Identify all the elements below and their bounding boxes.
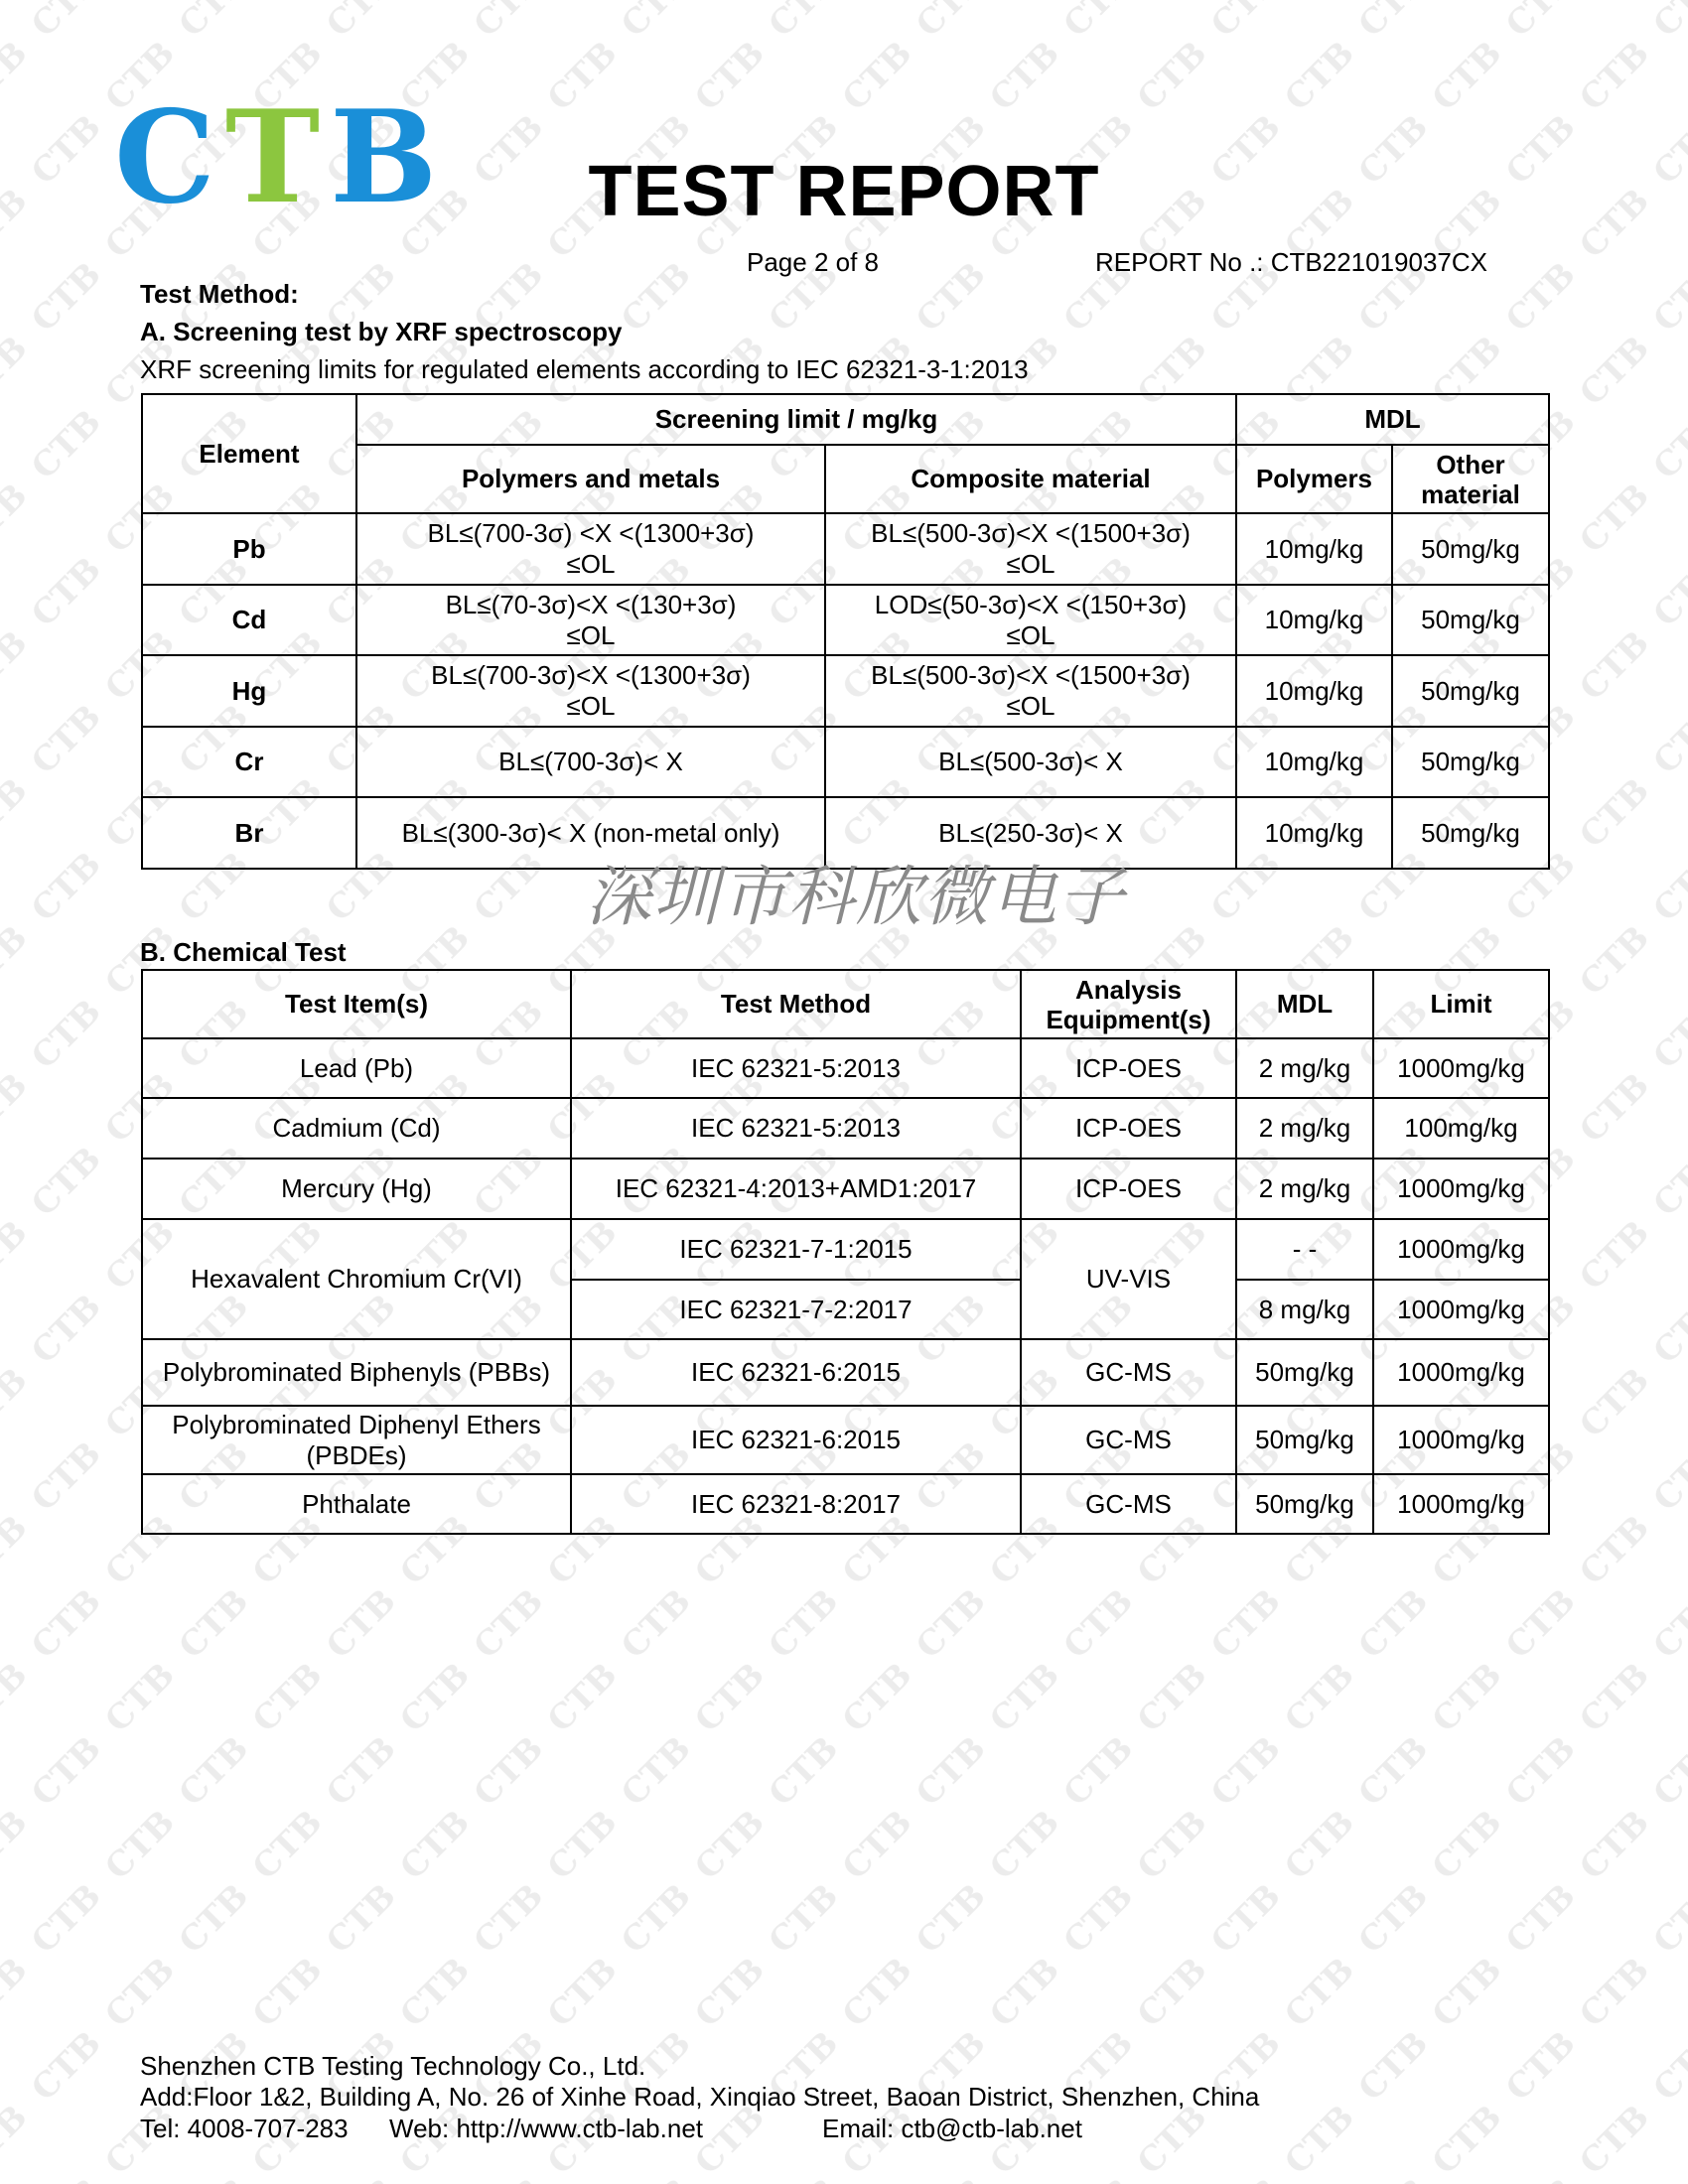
- header-test-item: Test Item(s): [142, 970, 571, 1038]
- polymers-metals-cell: BL≤(700-3σ)< X: [356, 727, 825, 797]
- equipment-cell: UV-VIS: [1021, 1219, 1236, 1339]
- mdl-cell: 2 mg/kg: [1236, 1098, 1373, 1159]
- composite-cell: [825, 513, 1236, 585]
- limit-line: ≤OL: [1006, 691, 1055, 721]
- limit-line: BL≤(70-3σ)<X <(130+3σ): [445, 589, 737, 619]
- mdl-polymers-cell: 10mg/kg: [1236, 727, 1392, 797]
- table-row: [142, 655, 1549, 727]
- table-row: [142, 727, 1549, 797]
- footer-web[interactable]: Web: http://www.ctb-lab.net: [389, 2114, 703, 2143]
- header-equipment: Analysis Equipment(s): [1021, 970, 1236, 1038]
- test-item-cell: Cadmium (Cd): [142, 1098, 571, 1159]
- header-polymers-metals: Polymers and metals: [356, 445, 825, 513]
- mdl-polymers-cell: 10mg/kg: [1236, 797, 1392, 869]
- header-screening-limit: Screening limit / mg/kg: [356, 394, 1236, 445]
- mdl-cell: 8 mg/kg: [1236, 1280, 1373, 1339]
- element-cell: Cr: [142, 727, 356, 797]
- mdl-other-cell: 50mg/kg: [1392, 513, 1549, 585]
- limit-cell: 1000mg/kg: [1373, 1474, 1549, 1534]
- test-item-cell: Mercury (Hg): [142, 1159, 571, 1219]
- test-method-cell: IEC 62321-7-2:2017: [571, 1280, 1021, 1339]
- report-title: TEST REPORT: [588, 152, 1100, 231]
- limit-line: ≤OL: [1006, 549, 1055, 579]
- polymers-metals-cell: [356, 513, 825, 585]
- mdl-polymers-cell: 10mg/kg: [1236, 655, 1392, 727]
- limit-line: ≤OL: [1006, 619, 1055, 650]
- table-row: [142, 513, 1549, 585]
- limit-line: ≤OL: [566, 619, 616, 650]
- section-a-subtitle: XRF screening limits for regulated elements according to IEC 62321-3-1:2013: [140, 354, 1029, 384]
- polymers-metals-cell: BL≤(300-3σ)< X (non-metal only): [356, 797, 825, 869]
- limit-line: BL≤(700-3σ)<X <(1300+3σ): [431, 660, 751, 690]
- section-b-title: B. Chemical Test: [140, 937, 347, 967]
- header-other-material: Other material: [1392, 445, 1549, 513]
- element-cell: Br: [142, 797, 356, 869]
- mdl-other-cell: 50mg/kg: [1392, 585, 1549, 655]
- test-method-cell: IEC 62321-6:2015: [571, 1406, 1021, 1474]
- limit-line: BL≤(700-3σ) <X <(1300+3σ): [427, 518, 755, 548]
- section-a-title: A. Screening test by XRF spectroscopy: [140, 317, 623, 346]
- test-method-cell: IEC 62321-7-1:2015: [571, 1219, 1021, 1280]
- table-row: [142, 1474, 1549, 1534]
- equipment-cell: GC-MS: [1021, 1339, 1236, 1406]
- limit-cell: 1000mg/kg: [1373, 1159, 1549, 1219]
- polymers-metals-cell: [356, 585, 825, 655]
- composite-cell: [825, 585, 1236, 655]
- element-cell: Hg: [142, 655, 356, 727]
- limit-cell: 1000mg/kg: [1373, 1038, 1549, 1098]
- table-row: [142, 585, 1549, 655]
- element-cell: Cd: [142, 585, 356, 655]
- limit-line: ≤OL: [566, 691, 616, 721]
- test-item-cell: Phthalate: [142, 1474, 571, 1534]
- chinese-overlay-text: 深圳市科欣微电子: [586, 859, 1126, 935]
- mdl-cell: 50mg/kg: [1236, 1406, 1373, 1474]
- table-row: [142, 1339, 1549, 1406]
- mdl-other-cell: 50mg/kg: [1392, 655, 1549, 727]
- logo-letter-t: T: [224, 83, 331, 232]
- header-mdl: MDL: [1236, 970, 1373, 1038]
- page-number: Page 2 of 8: [747, 247, 879, 277]
- mdl-cell: - -: [1236, 1219, 1373, 1280]
- limit-cell: 1000mg/kg: [1373, 1219, 1549, 1280]
- footer-company: Shenzhen CTB Testing Technology Co., Ltd.: [140, 2051, 646, 2081]
- mdl-cell: 50mg/kg: [1236, 1474, 1373, 1534]
- footer-email[interactable]: Email: ctb@ctb-lab.net: [822, 2114, 1082, 2143]
- test-item-cell: Lead (Pb): [142, 1038, 571, 1098]
- header-mdl: MDL: [1236, 394, 1549, 445]
- mdl-cell: 50mg/kg: [1236, 1339, 1373, 1406]
- test-method-cell: IEC 62321-6:2015: [571, 1339, 1021, 1406]
- equipment-cell: ICP-OES: [1021, 1098, 1236, 1159]
- table-row: [142, 1219, 1549, 1280]
- equipment-cell: GC-MS: [1021, 1406, 1236, 1474]
- mdl-other-cell: 50mg/kg: [1392, 797, 1549, 869]
- mdl-cell: 2 mg/kg: [1236, 1038, 1373, 1098]
- equipment-cell: GC-MS: [1021, 1474, 1236, 1534]
- limit-line: BL≤(500-3σ)<X <(1500+3σ): [871, 660, 1191, 690]
- chemical-test-table: [141, 969, 1550, 1535]
- header-element: Element: [142, 394, 356, 513]
- xrf-screening-table: [141, 393, 1550, 870]
- composite-cell: BL≤(500-3σ)< X: [825, 727, 1236, 797]
- test-item-cell: Polybrominated Diphenyl Ethers (PBDEs): [142, 1406, 571, 1474]
- limit-cell: 1000mg/kg: [1373, 1280, 1549, 1339]
- header-polymers: Polymers: [1236, 445, 1392, 513]
- composite-cell: [825, 655, 1236, 727]
- mdl-other-cell: 50mg/kg: [1392, 727, 1549, 797]
- logo-letter-b: B: [330, 83, 448, 232]
- composite-cell: BL≤(250-3σ)< X: [825, 797, 1236, 869]
- element-cell: Pb: [142, 513, 356, 585]
- mdl-polymers-cell: 10mg/kg: [1236, 513, 1392, 585]
- mdl-polymers-cell: 10mg/kg: [1236, 585, 1392, 655]
- footer-tel: Tel: 4008-707-283: [140, 2114, 349, 2143]
- mdl-cell: 2 mg/kg: [1236, 1159, 1373, 1219]
- test-method-cell: IEC 62321-8:2017: [571, 1474, 1021, 1534]
- test-method-cell: IEC 62321-5:2013: [571, 1098, 1021, 1159]
- table-row: [142, 1406, 1549, 1474]
- test-method-cell: IEC 62321-5:2013: [571, 1038, 1021, 1098]
- limit-line: ≤OL: [566, 549, 616, 579]
- header-test-method: Test Method: [571, 970, 1021, 1038]
- table-row: [142, 1159, 1549, 1219]
- equipment-cell: ICP-OES: [1021, 1038, 1236, 1098]
- limit-cell: 1000mg/kg: [1373, 1339, 1549, 1406]
- header-limit: Limit: [1373, 970, 1549, 1038]
- test-item-cell: Polybrominated Biphenyls (PBBs): [142, 1339, 571, 1406]
- footer-address: Add:Floor 1&2, Building A, No. 26 of Xinhe Road, Xinqiao Street, Baoan District, Shenzhen, China: [140, 2082, 1260, 2112]
- polymers-metals-cell: [356, 655, 825, 727]
- test-item-cell: Hexavalent Chromium Cr(VI): [142, 1219, 571, 1339]
- limit-line: BL≤(500-3σ)<X <(1500+3σ): [871, 518, 1191, 548]
- table-row: [142, 1098, 1549, 1159]
- header-composite: Composite material: [825, 445, 1236, 513]
- limit-line: LOD≤(50-3σ)<X <(150+3σ): [874, 589, 1188, 619]
- test-method-cell: IEC 62321-4:2013+AMD1:2017: [571, 1159, 1021, 1219]
- equipment-cell: ICP-OES: [1021, 1159, 1236, 1219]
- report-number: REPORT No .: CTB221019037CX: [1095, 247, 1488, 277]
- limit-cell: 1000mg/kg: [1373, 1406, 1549, 1474]
- logo-letter-c: C: [114, 83, 225, 232]
- test-method-heading: Test Method:: [140, 279, 299, 309]
- table-row: [142, 1038, 1549, 1098]
- limit-cell: 100mg/kg: [1373, 1098, 1549, 1159]
